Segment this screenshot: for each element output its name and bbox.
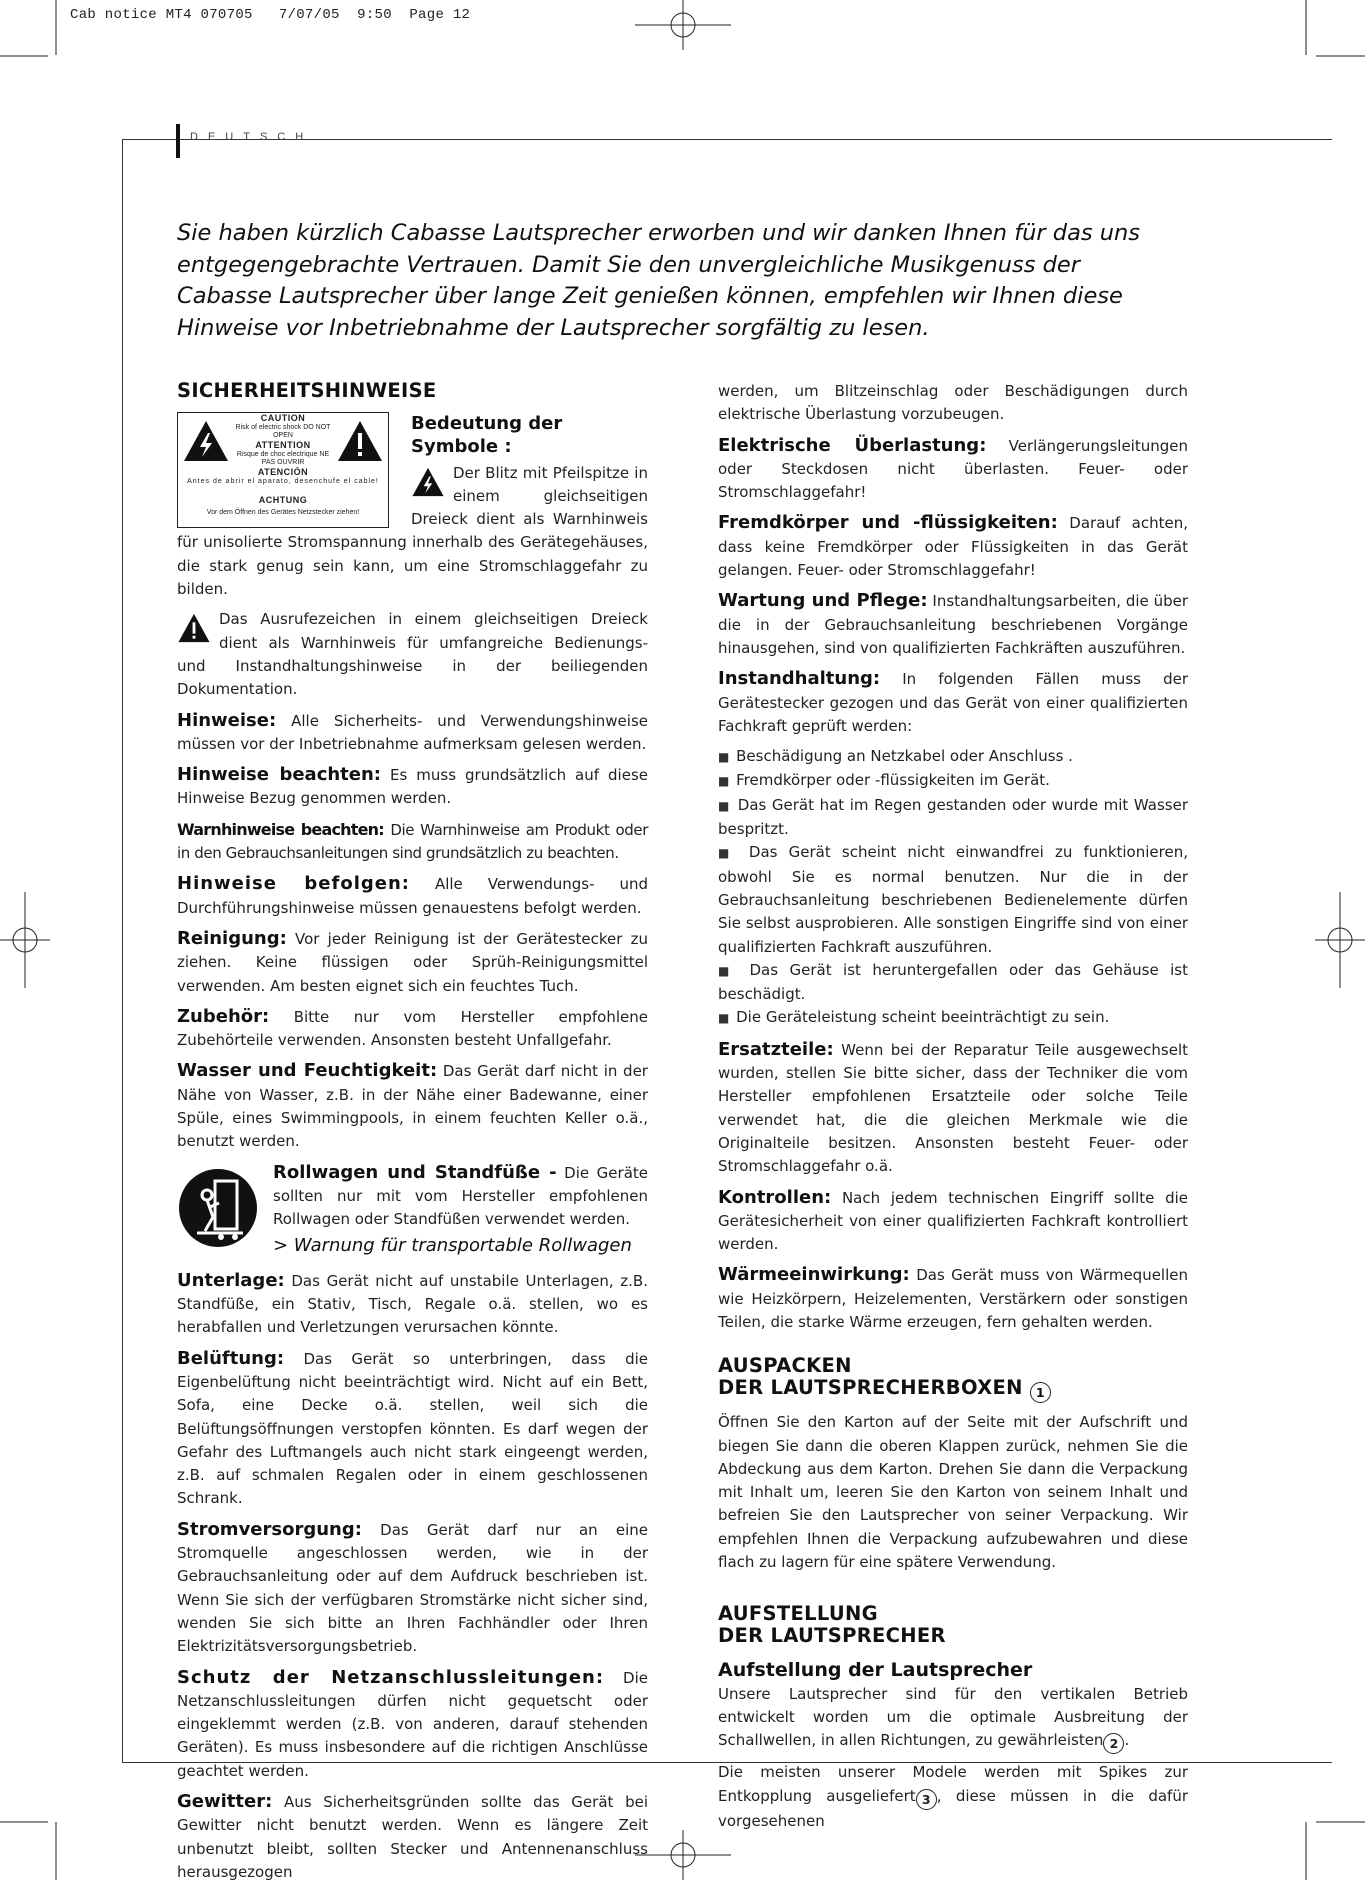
figure-ref-1: 1 (1030, 1382, 1051, 1403)
aufstellung-text-1: Unsere Lautsprecher sind für den vertikalen Betrieb entwickelt worden um die optimale Ausbreitung der Schallwellen, in allen Richtungen, zu gewährleisten 2 . (718, 1683, 1188, 1755)
atencion-subtext: Antes de abrir el aparato, desenchufe el cable! (187, 478, 379, 485)
aufstellung-subheading: Aufstellung der Lautsprecher (718, 1659, 1033, 1682)
achtung-title: ACHTUNG (258, 495, 308, 505)
attention-title: ATTENTION (255, 440, 311, 450)
list-item: ■ Die Geräteleistung scheint beeinträchtigt zu sein. (718, 1008, 1110, 1027)
lightning-description: Der Blitz mit Pfeilspitze in einem gleichseitigen Dreieck dient als Warnhinweis für unisolierte Stromspannung innerhalb des Gerätegehäuses, die stark genug sein kann, um eine Stromschlaggefahr zu bilden. (177, 463, 648, 599)
wartung-item: Wartung und Pflege: Instandhaltungsarbeiten, die über die in der Gebrauchsanleitung beschriebenen Vorgänge hinausgehen, sind von qualifizierten Fachkräften auszuführen. (718, 590, 1188, 657)
hinweise-befolgen-item: Hinweise befolgen: Alle Verwendungs- und Durchführungshinweise müssen genauestens befolgt werden. (177, 873, 648, 917)
atencion-title: ATENCIÓN (257, 467, 309, 477)
zubehor-item: Zubehör: Bitte nur vom Hersteller empfohlene Zubehörteile verwenden. Ansonsten besteht Unfallgefahr. (177, 1005, 648, 1050)
aufstellung-text-2: Die meisten unserer Modele werden mit Spikes zur Entkopplung ausgeliefert 3 , diese müssen in die dafür vorgesehenen (718, 1763, 1188, 1830)
column-right (718, 380, 1188, 1840)
rollwagen-warning: > Warnung für transportable Rollwagen (273, 1234, 632, 1256)
list-item: ■ Das Gerät ist heruntergefallen oder das Gehäuse ist beschädigt. (718, 960, 1188, 1004)
exclamation-warning-icon (336, 419, 384, 463)
continued-text: werden, um Blitzeinschlag oder Beschädigungen durch elektrische Überlastung vorzubeugen. (718, 382, 1188, 424)
ersatzteile-item: Ersatzteile: Wenn bei der Reparatur Teile ausgewechselt wurden, stellen Sie bitte sicher, dass der Techniker die vom Hersteller empfohlenen Ersatzteile oder solche Teile verwendet hat, die die gleichen Merkmale wie die Originalteile besitzen. Ansonsten besteht Feuer- oder Stromschlaggefahr o.ä. (718, 1038, 1188, 1176)
symbols-block (177, 412, 648, 702)
list-item: ■ Fremdkörper oder -flüssigkeiten im Gerät. (718, 771, 1050, 790)
auspacken-text: Öffnen Sie den Karton auf der Seite mit der Aufschrift und biegen Sie dann die oberen Klappen zurück, nehmen Sie die Abdeckung aus dem Karton. Drehen Sie dann die Verpackung mit Inhalt um, leeren Sie den Karton von seinem Inhalt und befreien Sie den Lautsprecher von seiner Verpackung. Wir empfehlen Ihnen die Verpackung aufzubewahren und diese flach zu lagern für eine spätere Verwendung. (718, 1413, 1188, 1572)
stromversorgung-item: Stromversorgung: Das Gerät darf nur an eine Stromquelle angeschlossen werden, wie in der Gebrauchsanleitung oder auf dem Aufdruck beschrieben ist. Wenn Sie sich der verfügbaren Stromstärke nicht sicher sind, wenden Sie sich bitte an Ihren Fachhändler oder Ihren Elektrizitätsversorgungsbetrieb. (177, 1518, 648, 1656)
intro-paragraph: Sie haben kürzlich Cabasse Lautsprecher erworben und wir danken Ihnen für das uns entgegengebrachte Vertrauen. Damit Sie den unvergleichliche Musikgenuss der Cabasse Lautsprecher über lange Zeit genießen können, empfehlen wir Ihnen diese Hinweise vor Inbetriebnahme der Lautsprecher sorgfältig zu lesen. (177, 220, 1140, 341)
column-left (177, 380, 648, 1891)
reinigung-item: Reinigung: Vor jeder Reinigung ist der Gerätestecker zu ziehen. Keine flüssigen oder Sprüh-Reinigungsmittel verwenden. Am besten eignet sich ein feuchtes Tuch. (177, 927, 648, 995)
aufstellung-heading: AUFSTELLUNG DER LAUTSPRECHER (718, 1602, 946, 1648)
instandhaltung-list (718, 745, 1188, 1031)
achtung-subtext: Vor dem Öffnen des Gerätes Netzstecker ziehen! (206, 509, 360, 516)
auspacken-heading: AUSPACKEN DER LAUTSPRECHERBOXEN 1 (718, 1355, 1188, 1403)
rollwagen-term: Rollwagen und Standfüße - (273, 1161, 557, 1183)
lightning-symbol-icon (411, 466, 445, 498)
rollwagen-text: Die Geräte sollten nur mit vom Hersteller empfohlenen Rollwagen oder Standfüßen verwendet werden. (273, 1163, 648, 1229)
list-item: ■ Das Gerät scheint nicht einwandfrei zu funktionieren, obwohl Sie es normal benutzen. Nur die in der Gebrauchsanleitung beschriebenen Bedienelemente dürfen Sie selbst ausprobieren. Alle sonstigen Eingriffe sind von einer qualifizierten Fachkraft auszuführen. (718, 843, 1188, 956)
warnhinweise-item: Warnhinweise beachten: Die Warnhinweise am Produkt oder in den Gebrauchsanleitungen sind grundsätzlich zu beachten. (177, 819, 648, 863)
exclamation-description: Das Ausrufezeichen in einem gleichseitigen Dreieck dient als Warnhinweis für umfangreiche Bedienungs- und Instandhaltungshinweise in der beiliegenden Dokumentation. (177, 610, 648, 699)
caution-title: CAUTION (260, 413, 306, 423)
elektrisch-item: Elektrische Überlastung: Verlängerungsleitungen oder Steckdosen nicht überlasten. Feuer- oder Stromschlaggefahr! (718, 434, 1188, 502)
language-tab-label: DEUTSCH (190, 131, 314, 143)
rollwagen-block (177, 1161, 648, 1263)
hinweise-item: Hinweise: Alle Sicherheits- und Verwendungshinweise müssen vor der Inbetriebnahme aufmerksam gelesen werden. (177, 709, 648, 753)
safety-heading: SICHERHEITSHINWEISE (177, 379, 437, 402)
list-item: ■ Beschädigung an Netzkabel oder Anschluss . (718, 747, 1073, 766)
schutz-item: Schutz der Netzanschlussleitungen: Die Netzanschlussleitungen dürfen nicht gequetscht oder eingeklemmt werden (z.B. von anderen, darauf stehenden Geräten). Es muss insbesondere auf die richtigen Anschlüsse geachtet werden. (177, 1666, 648, 1780)
figure-ref-2: 2 (1103, 1733, 1124, 1754)
waermeeinwirkung-item: Wärmeeinwirkung: Das Gerät muss von Wärmequellen wie Heizkörpern, Heizelementen, Verstärkern oder sonstigen Teilen, die starke Wärme erzeugen, fern gehalten werden. (718, 1264, 1188, 1331)
symbols-heading: Bedeutung der Symbole : (411, 413, 563, 458)
print-slug: Cab notice MT4 070705 7/07/05 9:50 Page 12 (70, 7, 471, 23)
kontrollen-item: Kontrollen: Nach jedem technischen Eingriff sollte die Gerätesicherheit von einer qualifizierten Fachkraft kontrolliert werden. (718, 1186, 1188, 1254)
list-item: ■ Das Gerät hat im Regen gestanden oder wurde mit Wasser bespritzt. (718, 795, 1188, 839)
beluftung-item: Belüftung: Das Gerät so unterbringen, dass die Eigenbelüftung nicht beeinträchtigt wird. Nicht auf ein Bett, Sofa, eine Decke o.ä. stellen, weil sich die Belüftungsöffnungen verstopfen könnten. Es darf wegen der Gefahr des Luftmangels auch nicht stark eingeengt werden, z.B. auf schmalen Regalen oder in einem geschlossenen Schrank. (177, 1347, 648, 1508)
hinweise-beachten-item: Hinweise beachten: Es muss grundsätzlich auf diese Hinweise Bezug genommen werden. (177, 764, 648, 808)
figure-ref-3: 3 (916, 1789, 937, 1810)
instandhaltung-item: Instandhaltung: In folgenden Fällen muss der Gerätestecker gezogen und das Gerät von einer qualifizierten Fachkraft geprüft werden: (718, 668, 1188, 735)
unterlage-item: Unterlage: Das Gerät nicht auf unstabile Unterlagen, z.B. Standfüße, ein Stativ, Tisch, Regale o.ä. stellen, wo es herabfallen und Verletzungen verursachen könnte. (177, 1269, 648, 1337)
cart-warning-icon (177, 1167, 259, 1249)
attention-subtext: Risque de choc electrique NE PAS OUVRIR (236, 451, 330, 466)
lightning-warning-icon (182, 419, 230, 463)
frame-left-rule (122, 139, 123, 1762)
caution-label (177, 412, 389, 528)
language-tab-bar (176, 124, 180, 158)
fremdkorper-item: Fremdkörper und -flüssigkeiten: Darauf achten, dass keine Fremdkörper oder Flüssigkeiten in das Gerät gelangen. Feuer- oder Stromschlaggefahr! (718, 512, 1188, 580)
exclamation-symbol-icon (177, 612, 211, 644)
caution-subtext: Risk of electric shock DO NOT OPEN (235, 424, 331, 439)
wasser-item: Wasser und Feuchtigkeit: Das Gerät darf nicht in der Nähe von Wasser, z.B. in der Nähe einer Badewanne, einer Spüle, eines Swimmingpools, in einem feuchten Keller o.ä., benutzt werden. (177, 1060, 648, 1151)
gewitter-item: Gewitter: Aus Sicherheitsgründen sollte das Gerät bei Gewitter nicht benutzt werden. Wenn es längere Zeit unbenutzt bleibt, sollten Stecker und Antennenanschluss herausgezogen (177, 1791, 648, 1881)
